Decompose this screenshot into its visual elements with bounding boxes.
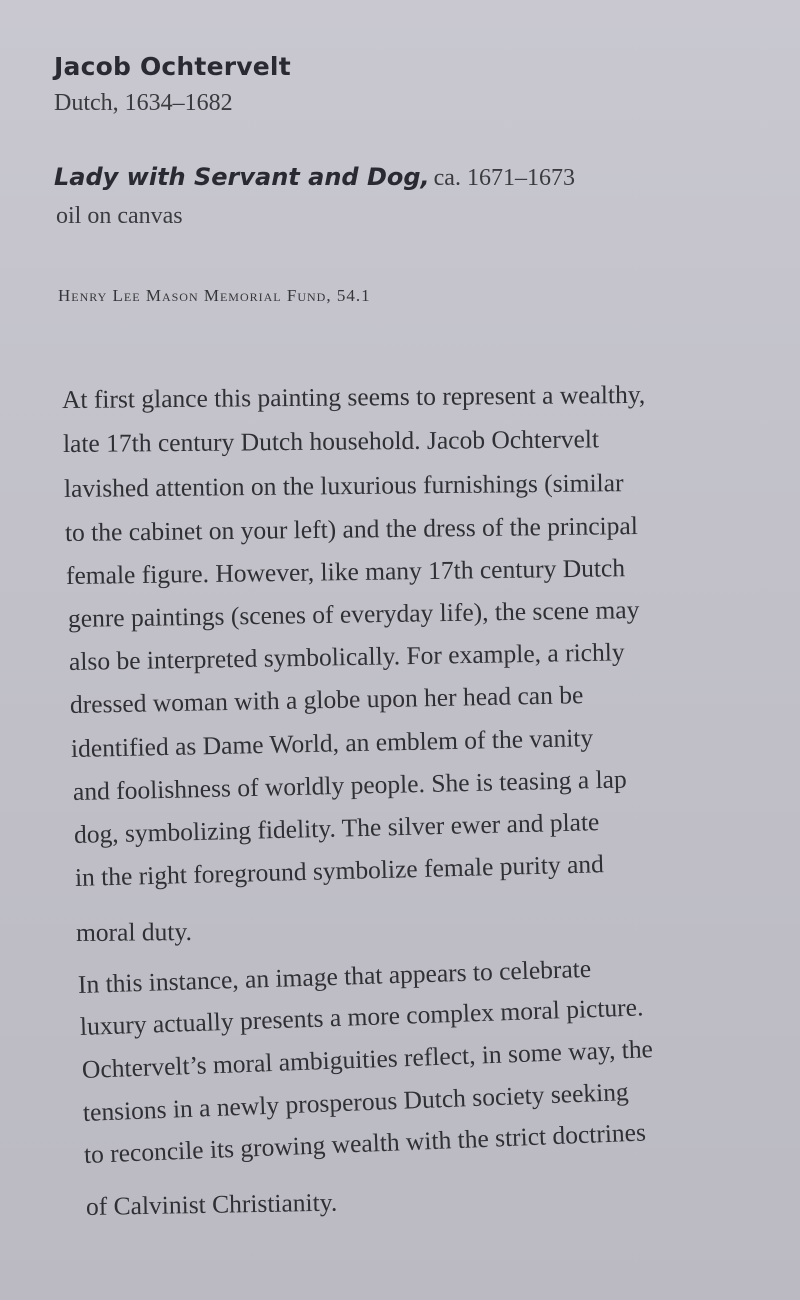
description-line: to the cabinet on your left) and the dress of the principal	[64, 511, 638, 547]
description-line: identified as Dame World, an emblem of the vanity	[70, 723, 594, 763]
description-line: and foolishness of worldly people. She is teasing a lap	[72, 764, 628, 806]
description-line: in the right foreground symbolize female purity and	[74, 849, 605, 892]
description-line: to reconcile its growing wealth with the strict doctrines	[83, 1117, 647, 1169]
description-line: late 17th century Dutch household. Jacob Ochtervelt	[62, 424, 600, 458]
artwork-medium: oil on canvas	[56, 203, 183, 229]
description-line: tensions in a newly prosperous Dutch society seeking	[82, 1077, 630, 1127]
artwork-date: ca. 1671–1673	[433, 165, 575, 191]
description-line: lavished attention on the luxurious furnishings (similar	[63, 468, 624, 503]
artist-nationality-dates: Dutch, 1634–1682	[54, 90, 233, 116]
credit-line: Henry Lee Mason Memorial Fund, 54.1	[58, 286, 371, 305]
description-line: also be interpreted symbolically. For example, a richly	[68, 637, 625, 676]
description-line: dressed woman with a globe upon her head can be	[69, 680, 584, 719]
description-line: female figure. However, like many 17th century Dutch	[65, 553, 626, 590]
description-line: of Calvinist Christianity.	[85, 1187, 338, 1221]
description-line: In this instance, an image that appears to celebrate	[77, 953, 592, 999]
artwork-title-line	[54, 163, 575, 192]
description-line: moral duty.	[75, 916, 193, 947]
description-line: genre paintings (scenes of everyday life), the scene may	[67, 595, 640, 633]
artist-name: Jacob Ochtervelt	[54, 52, 291, 81]
description-line: Ochtervelt’s moral ambiguities reflect, in some way, the	[81, 1034, 654, 1084]
description-line: luxury actually presents a more complex moral picture.	[79, 992, 644, 1041]
description-line: dog, symbolizing fidelity. The silver ewer and plate	[73, 807, 600, 849]
description-line: At first glance this painting seems to represent a wealthy,	[61, 379, 646, 414]
artwork-title: Lady with Servant and Dog,	[54, 163, 430, 191]
